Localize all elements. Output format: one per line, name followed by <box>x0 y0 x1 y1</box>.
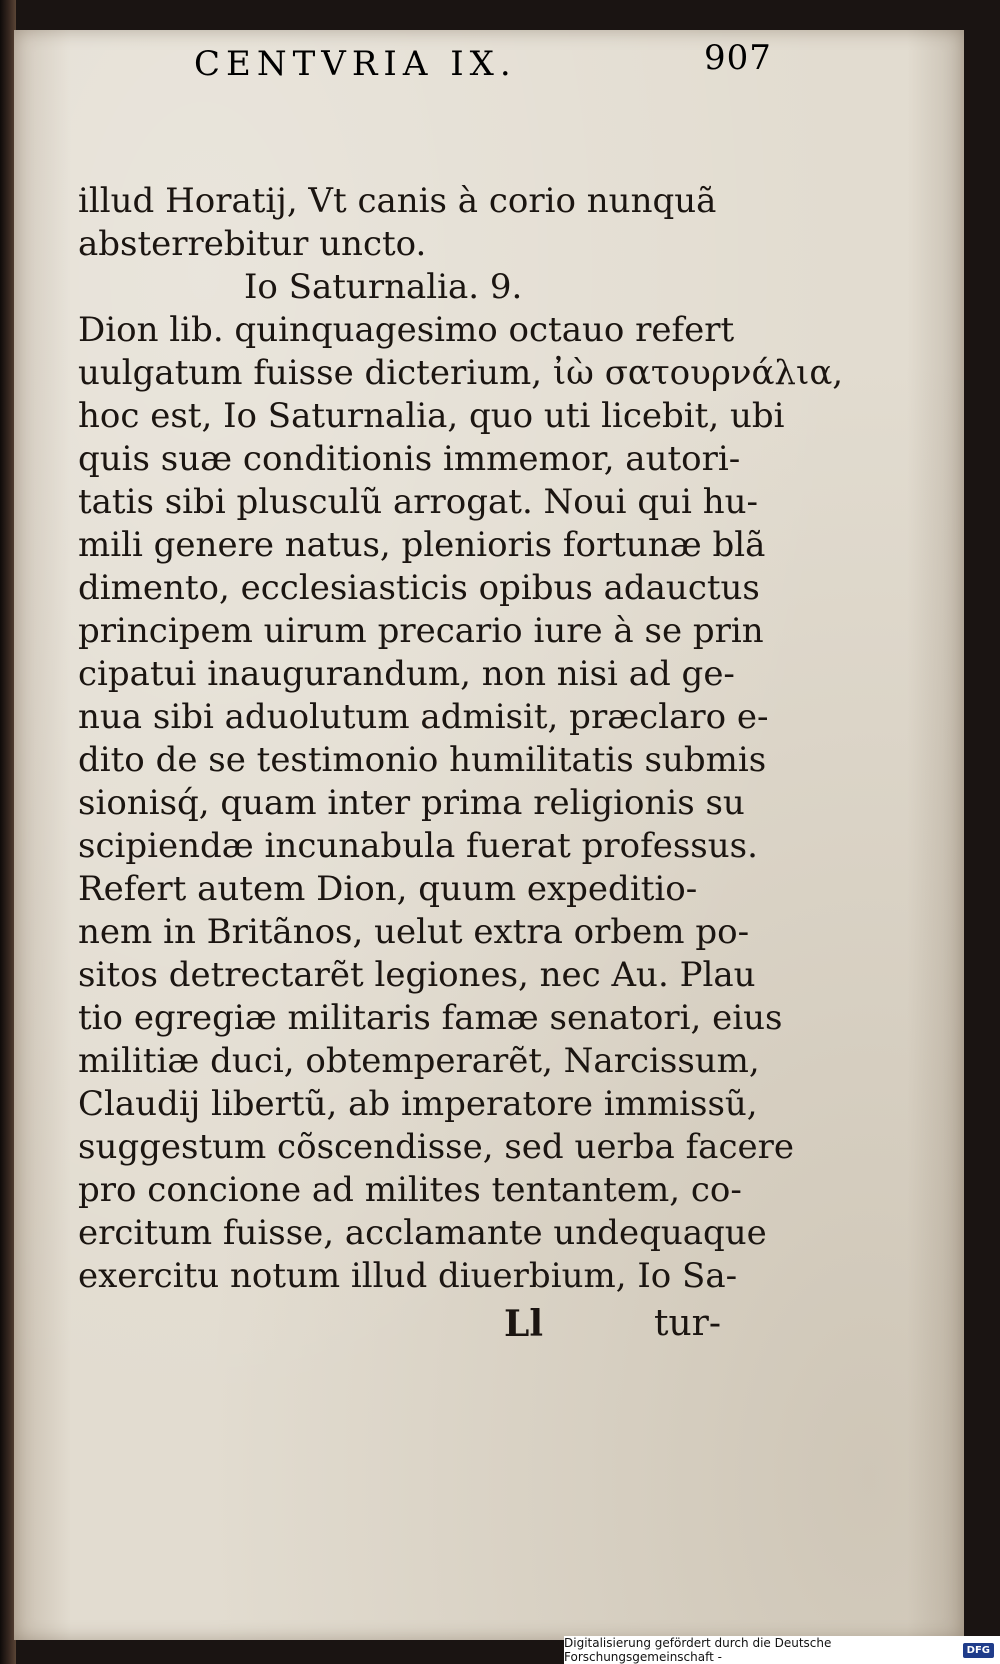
text-line: dimento, ecclesiasticis opibus adauctus <box>78 568 760 608</box>
text-line: principem uirum precario iure à se prin <box>78 611 764 651</box>
text-line: sionisq́, quam inter prima religionis su <box>78 783 745 823</box>
running-head <box>144 38 772 88</box>
text-line: ercitum fuisse, acclamante undequaque <box>78 1213 767 1253</box>
text-line: nua sibi aduolutum admisit, præclaro e- <box>78 697 769 737</box>
page-number: 907 <box>704 38 772 78</box>
digitization-credit <box>564 1636 1000 1664</box>
text-line: Refert autem Dion, quum expeditio- <box>78 869 698 909</box>
text-line: Claudij libertũ, ab imperatore immissũ, <box>78 1084 758 1124</box>
text-line: illud Horatij, Vt canis à corio nunquã <box>78 181 717 221</box>
credit-text: Digitalisierung gefördert durch die Deutsche Forschungsgemeinschaft - <box>564 1636 832 1664</box>
text-line: absterrebitur uncto. <box>78 224 427 264</box>
text-line: cipatui inaugurandum, non nisi ad ge- <box>78 654 735 694</box>
catchword: tur- <box>654 1303 722 1344</box>
text-line: mili genere natus, plenioris fortunæ blã <box>78 525 766 565</box>
text-line: Dion lib. quinquagesimo octauo refert <box>78 310 735 350</box>
text-line: exercitu notum illud diuerbium, Io Sa- <box>78 1256 738 1296</box>
text-line: uulgatum fuisse dicterium, ἰὼ σατουρνάλια, <box>78 353 844 393</box>
text-line: dito de se testimonio humilitatis submis <box>78 740 767 780</box>
text-line: militiæ duci, obtemperarẽt, Narcissum, <box>78 1041 760 1081</box>
text-line: scipiendæ incunabula fuerat professus. <box>78 826 758 866</box>
text-line: nem in Britãnos, uelut extra orbem po- <box>78 912 750 952</box>
dfg-logo: DFG <box>963 1643 994 1658</box>
text-line: suggestum cõscendisse, sed uerba facere <box>78 1127 794 1167</box>
text-line: tio egregiæ militaris famæ senatori, eius <box>78 998 783 1038</box>
text-line: sitos detrectarẽt legiones, nec Au. Plau <box>78 955 756 995</box>
text-line: hoc est, Io Saturnalia, quo uti licebit, ubi <box>78 396 785 436</box>
text-line: tatis sibi plusculũ arrogat. Noui qui hu- <box>78 482 758 522</box>
section-heading: Io Saturnalia. 9. <box>244 267 523 307</box>
text-line: quis suæ conditionis immemor, autori- <box>78 439 741 479</box>
text-line: pro concione ad milites tentantem, co- <box>78 1170 742 1210</box>
signature-mark: Ll <box>504 1303 543 1345</box>
book-page <box>14 30 964 1640</box>
running-title: CENTVRIA IX. <box>194 44 517 84</box>
